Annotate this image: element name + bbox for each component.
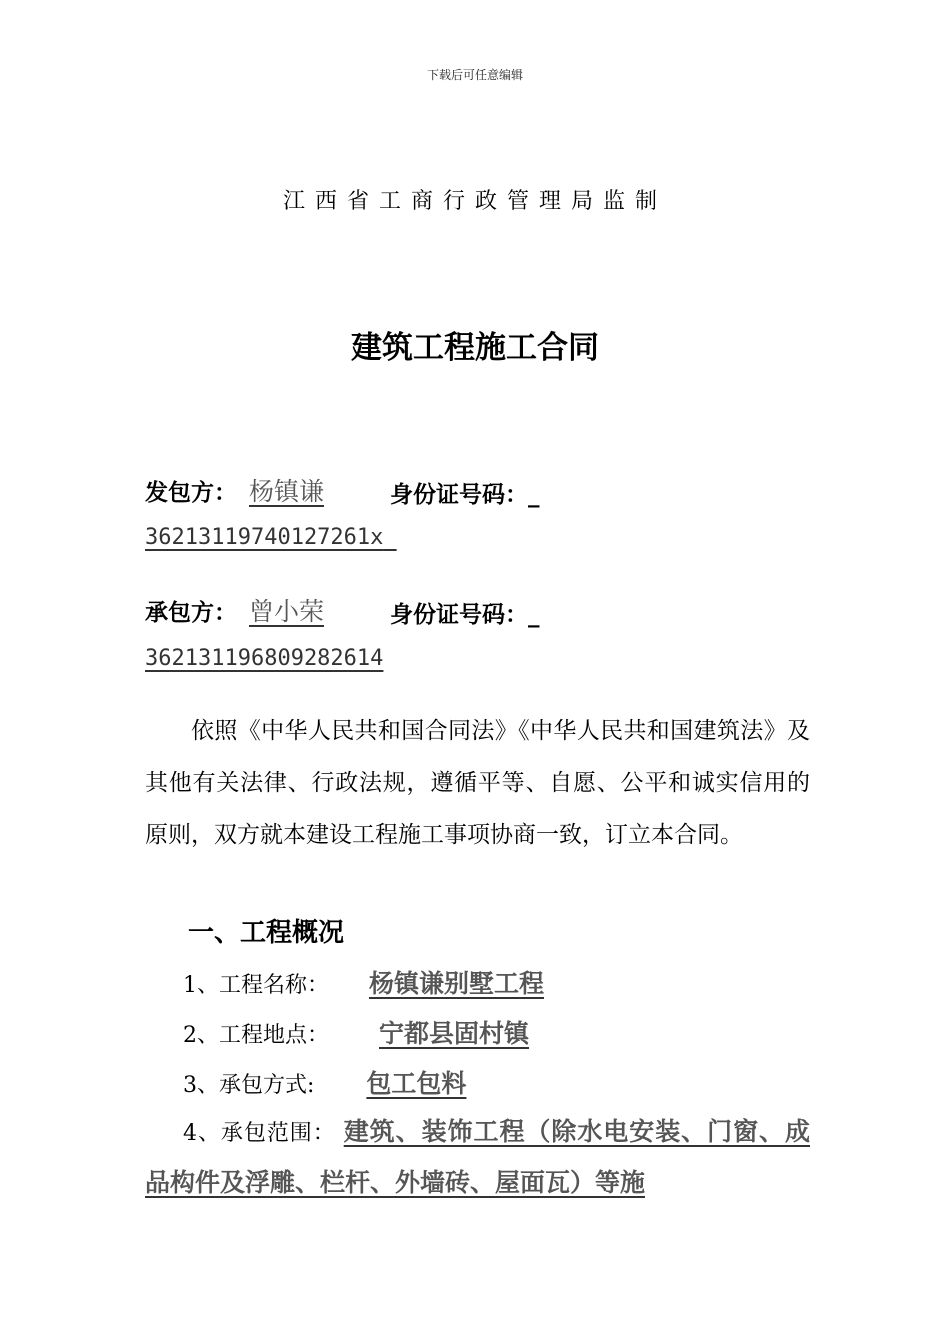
employer-id-number: 36213119740127261x [145, 525, 384, 550]
section-heading: 一、工程概况 [188, 918, 345, 948]
item-project-name [183, 964, 544, 1000]
item-label: 1、工程名称： [183, 973, 329, 998]
contract-title: 建筑工程施工合同 [351, 330, 599, 366]
contractor-id-blank: _ [528, 601, 540, 628]
employer-id-blank: _ [528, 481, 540, 508]
item-label: 3、承包方式: [183, 1073, 315, 1098]
preamble-paragraph [145, 705, 810, 861]
item-label: 2、工程地点： [183, 1023, 329, 1048]
item-value: 建筑、装饰工程（除水电安装、门窗、成品构件及浮雕、栏杆、外墙砖、屋面瓦）等施 [145, 1117, 810, 1197]
employer-id-line [390, 476, 540, 509]
contractor-id-line [390, 596, 540, 629]
employer-label: 发包方： [145, 479, 237, 506]
item-label: 4、承包范围： [183, 1121, 336, 1146]
contractor-name: 曾小荣 [249, 597, 325, 626]
header-note: 下载后可任意编辑 [426, 68, 523, 82]
contractor-id-number: 362131196809282614 [145, 646, 384, 671]
item-contract-method [183, 1064, 466, 1100]
contractor-id-number-line [145, 646, 383, 671]
item-value: 杨镇谦别墅工程 [369, 969, 545, 998]
item-value: 包工包料 [366, 1069, 467, 1098]
contractor-label: 承包方： [145, 599, 237, 626]
supervisor-line: 江西省工商行政管理局监制 [282, 189, 667, 214]
preamble-text: 依照《中华人民共和国合同法》《中华人民共和国建筑法》及其他有关法律、行政法规，遵循平等、自愿、公平和诚实信用的原则，双方就本建设工程施工事项协商一致，订立本合同。 [145, 718, 810, 848]
contractor-line [145, 592, 332, 628]
item-project-location [183, 1014, 529, 1050]
employer-line [145, 472, 332, 508]
contractor-id-label: 身份证号码： [390, 601, 528, 628]
employer-id-label: 身份证号码： [390, 481, 528, 508]
item-contract-scope [145, 1108, 810, 1210]
employer-id-number-line [145, 525, 397, 550]
item-value: 宁都县固村镇 [379, 1019, 530, 1048]
employer-name: 杨镇谦 [249, 477, 325, 506]
